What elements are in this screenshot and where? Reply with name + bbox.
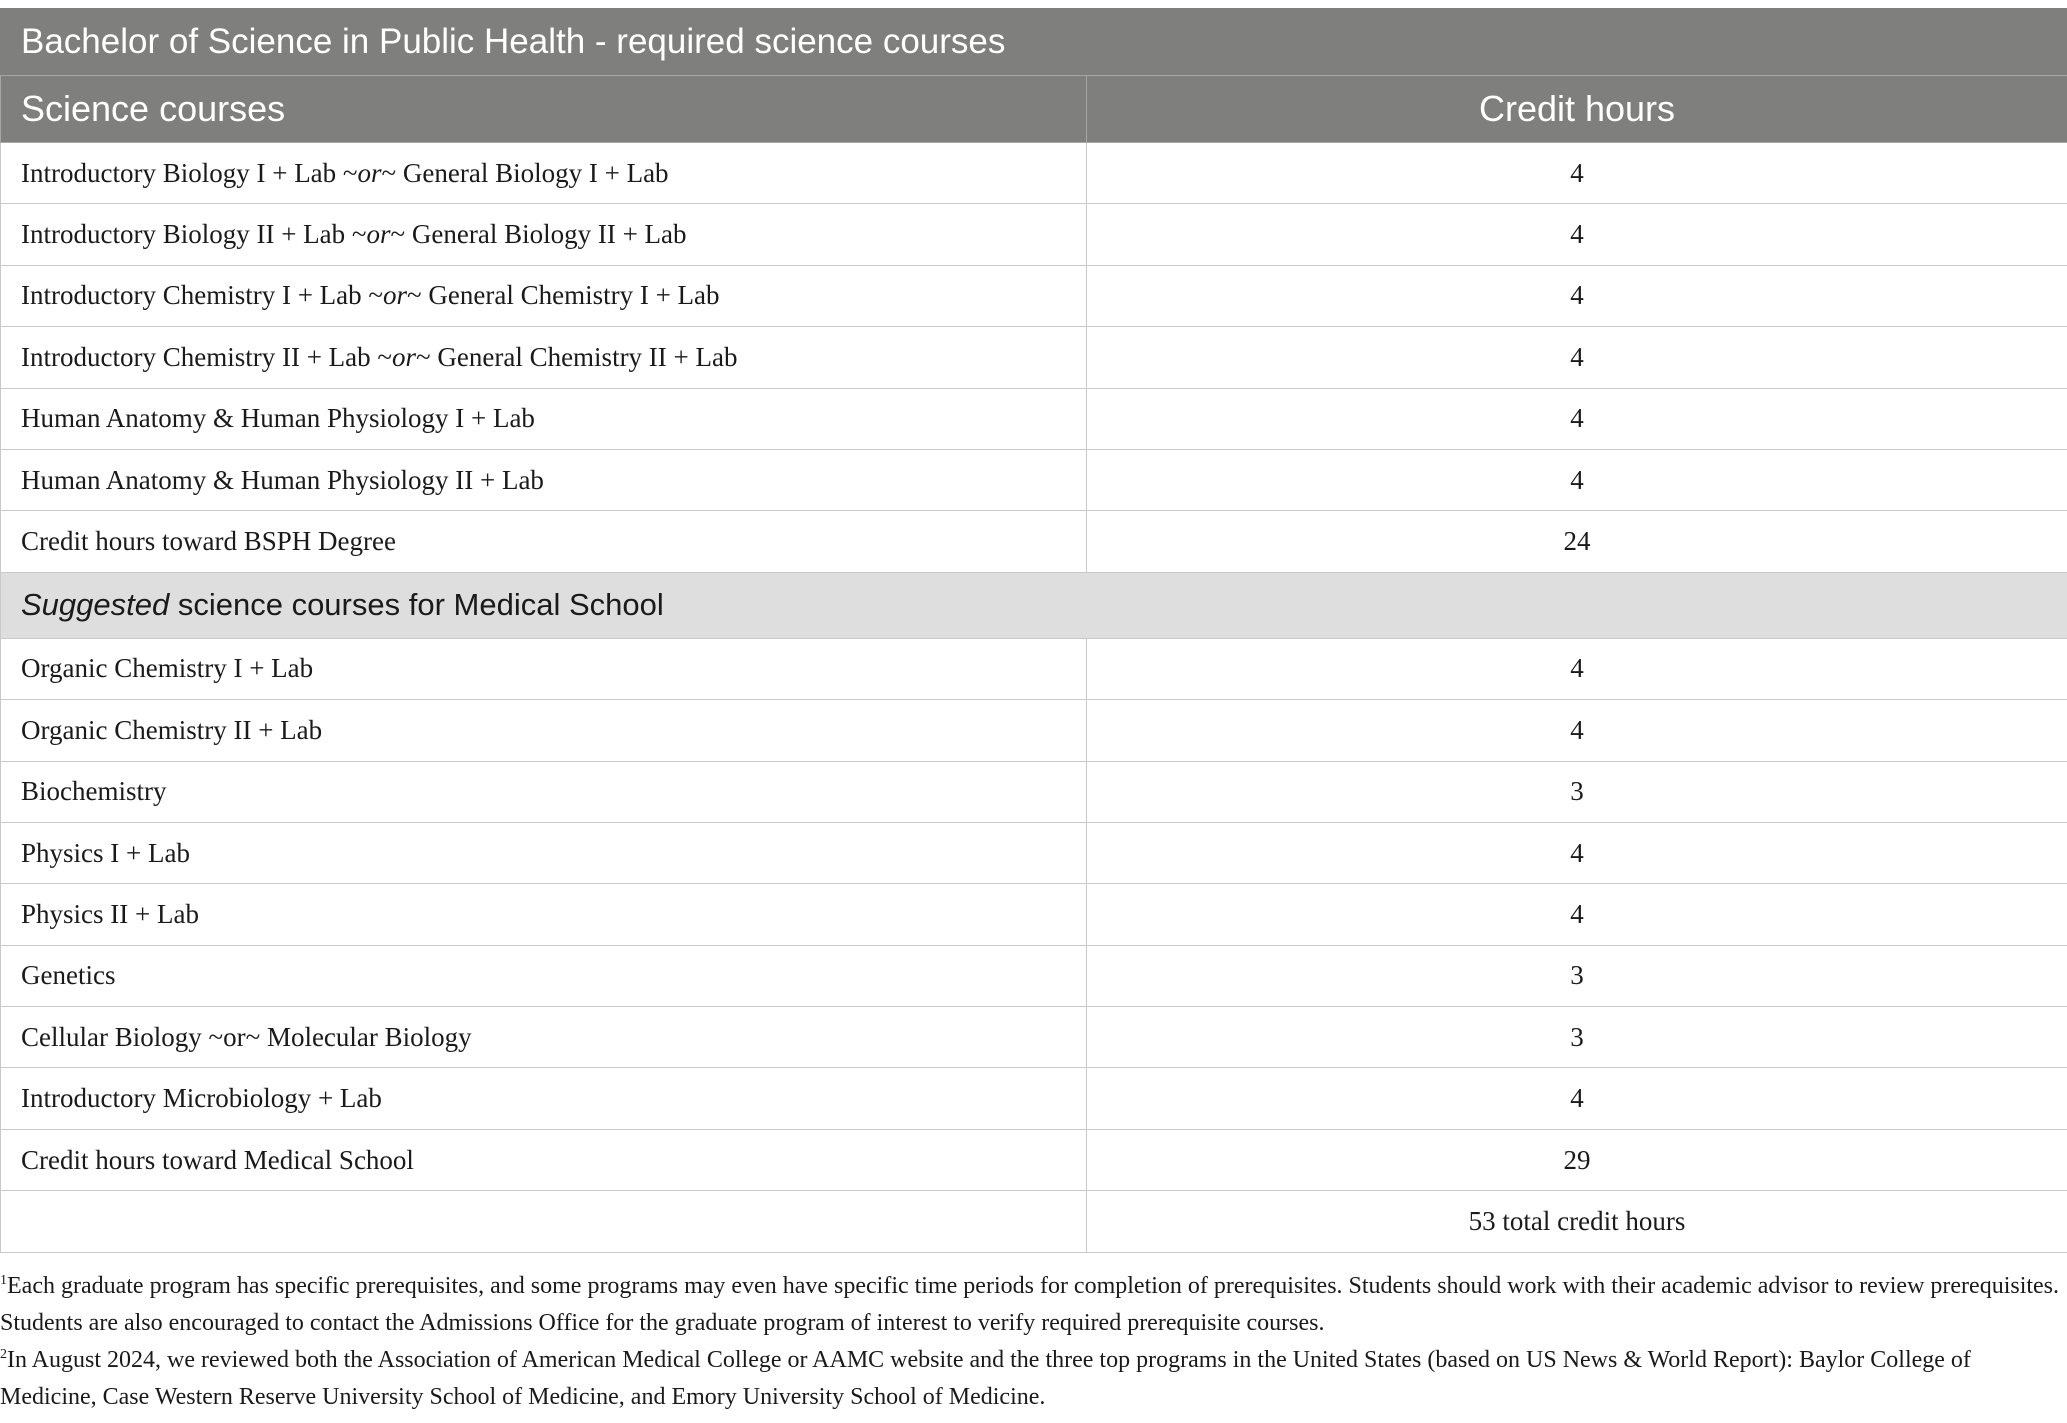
subtotal-label: Credit hours toward BSPH Degree [1, 511, 1087, 572]
subtotal-value: 24 [1087, 511, 2067, 572]
header-credit-hours: Credit hours [1087, 76, 2067, 143]
subtotal-label: Credit hours toward Medical School [1, 1129, 1087, 1190]
table-caption: Bachelor of Science in Public Health - required science courses [1, 9, 2067, 76]
subtotal-value: 29 [1087, 1129, 2067, 1190]
table-header-row [1, 76, 2067, 143]
footnote-mark: 1 [0, 1273, 7, 1288]
course-cell [1, 265, 1087, 326]
credit-cell: 4 [1087, 265, 2067, 326]
table-row [1, 449, 2067, 510]
course-cell: Biochemistry [1, 761, 1087, 822]
empty-cell [1, 1191, 1087, 1252]
course-name: Introductory Chemistry II + Lab ~ [21, 341, 392, 372]
table-row [1, 761, 2067, 822]
credit-cell: 4 [1087, 884, 2067, 945]
credit-cell: 3 [1087, 761, 2067, 822]
section-header-row [1, 572, 2067, 638]
credit-cell: 4 [1087, 143, 2067, 204]
table-row [1, 327, 2067, 388]
table-row [1, 700, 2067, 761]
course-cell: Physics II + Lab [1, 884, 1087, 945]
course-name: Human Anatomy & Human Physiology II + Lab [21, 464, 544, 495]
course-name: Human Anatomy & Human Physiology I + Lab [21, 403, 535, 434]
course-alternative: ~ General Chemistry I + Lab [407, 280, 720, 311]
section-header [1, 572, 2067, 638]
footnote-1 [0, 1268, 2067, 1342]
course-alternative: ~ General Biology I + Lab [381, 157, 669, 188]
credit-cell: 3 [1087, 1007, 2067, 1068]
credit-cell: 4 [1087, 388, 2067, 449]
credit-cell: 4 [1087, 204, 2067, 265]
table-row [1, 638, 2067, 699]
table-caption-row [1, 9, 2067, 76]
science-courses-table [0, 8, 2067, 1253]
credit-cell: 4 [1087, 327, 2067, 388]
table-row [1, 388, 2067, 449]
table-row [1, 204, 2067, 265]
section-title: science courses for Medical School [169, 587, 664, 623]
course-alternative: ~ General Biology II + Lab [390, 219, 687, 250]
credit-cell: 4 [1087, 638, 2067, 699]
course-cell: Organic Chemistry I + Lab [1, 638, 1087, 699]
grand-total-row [1, 1191, 2067, 1252]
table-row [1, 1007, 2067, 1068]
course-name: Introductory Chemistry I + Lab ~ [21, 280, 384, 311]
or-text: or [357, 157, 382, 188]
bsph-subtotal-row [1, 511, 2067, 572]
course-table-container [0, 8, 2067, 1253]
section-emphasis: Suggested [21, 587, 170, 623]
course-cell [1, 204, 1087, 265]
credit-cell: 3 [1087, 945, 2067, 1006]
or-text: or [366, 219, 391, 250]
course-cell: Organic Chemistry II + Lab [1, 700, 1087, 761]
credit-cell: 4 [1087, 1068, 2067, 1129]
table-row [1, 265, 2067, 326]
course-cell: Physics I + Lab [1, 822, 1087, 883]
medical-subtotal-row [1, 1129, 2067, 1190]
course-cell [1, 388, 1087, 449]
credit-cell: 4 [1087, 449, 2067, 510]
course-name: Introductory Biology I + Lab ~ [21, 157, 358, 188]
credit-cell: 4 [1087, 700, 2067, 761]
table-row [1, 822, 2067, 883]
course-cell [1, 449, 1087, 510]
course-alternative: ~ General Chemistry II + Lab [416, 341, 738, 372]
table-row [1, 143, 2067, 204]
footnote-text: In August 2024, we reviewed both the Association of American Medical College or AAMC website and the three top programs in the United States (based on US News & World Report): Baylor College of Medicine, Case Western Reserve University School of Medicine, and Emory University School of Medicine. [0, 1347, 1971, 1410]
course-cell: Genetics [1, 945, 1087, 1006]
footnote-2 [0, 1342, 2067, 1416]
footnote-mark: 2 [0, 1347, 7, 1362]
header-science-courses: Science courses [1, 76, 1087, 143]
or-text: or [383, 280, 408, 311]
table-row [1, 884, 2067, 945]
footnotes [0, 1268, 2067, 1416]
table-row [1, 1068, 2067, 1129]
or-text: or [392, 341, 417, 372]
course-cell: Introductory Microbiology + Lab [1, 1068, 1087, 1129]
grand-total-value: 53 total credit hours [1087, 1191, 2067, 1252]
course-cell [1, 327, 1087, 388]
course-cell: Cellular Biology ~or~ Molecular Biology [1, 1007, 1087, 1068]
table-row [1, 945, 2067, 1006]
credit-cell: 4 [1087, 822, 2067, 883]
footnote-text: Each graduate program has specific prerequisites, and some programs may even have specific time periods for completion of prerequisites. Students should work with their academic advisor to review prerequisites. Students are also encouraged to contact the Admissions Office for the graduate program of interest to verify required prerequisite courses. [0, 1273, 2060, 1336]
course-cell [1, 143, 1087, 204]
course-name: Introductory Biology II + Lab ~ [21, 219, 367, 250]
